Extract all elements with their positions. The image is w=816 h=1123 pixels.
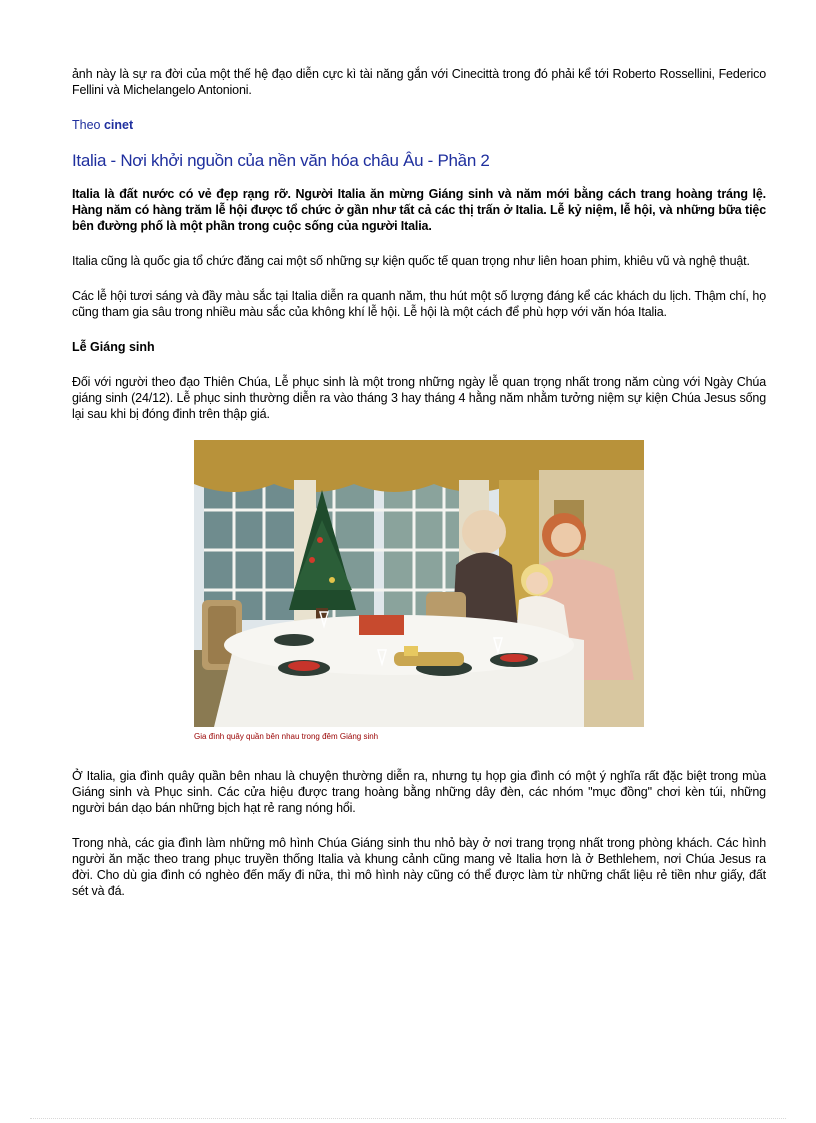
paragraph-family: Ở Italia, gia đình quây quần bên nhau là chuyện thường diễn ra, nhưng tụ họp gia đình có một ý nghĩa rất đặc biệt trong mùa Giáng sinh và Phục sinh. Các cửa hiệu được trang hoàng bằng những dây đèn, các nhóm "mục đồng" chơi kèn túi, những người bán dạo bán những bịch hạt rẻ rang nóng hổi. — [72, 769, 766, 815]
paragraph-events: Italia cũng là quốc gia tổ chức đăng cai một số những sự kiện quốc tế quan trọng như liên hoan phim, khiêu vũ và nghệ thuật. — [72, 254, 750, 268]
christmas-family-photo — [194, 440, 644, 727]
paragraph-nativity: Trong nhà, các gia đình làm những mô hình Chúa Giáng sinh thu nhỏ bày ở nơi trang trọng nhất trong phòng khách. Các hình người ăn mặc theo trang phục truyền thống Italia và khung cảnh cũng mang vẻ Italia hơn là ở Bethlehem, nơi Chúa Jesus ra đời. Cho dù gia đình có nghèo đến mấy đi nữa, thì mô hình này cũng có thể được làm từ những chất liệu rẻ tiền như giấy, đất sét và đá. — [72, 836, 766, 898]
section-heading: Lễ Giáng sinh — [72, 340, 155, 354]
christmas-figure — [194, 440, 644, 742]
article-title: Italia - Nơi khởi nguồn của nền văn hóa châu Âu - Phần 2 — [72, 151, 490, 170]
figure-caption: Gia đình quây quần bên nhau trong đêm Giáng sinh — [194, 732, 379, 741]
lead-paragraph: Italia là đất nước có vẻ đẹp rạng rỡ. Người Italia ăn mừng Giáng sinh và năm mới bằng cách trang hoàng tráng lệ. Hàng năm có hàng trăm lễ hội được tổ chức ở gần như tất cả các thị trấn ở Italia. Lễ kỷ niệm, lễ hội, và những bữa tiệc bên đường phố là một phần trong cuộc sống của người Italia. — [72, 187, 766, 233]
intro-paragraph: ảnh này là sự ra đời của một thế hệ đạo diễn cực kì tài năng gắn với Cinecittà trong đó phải kể tới Roberto Rossellini, Federico Fellini và Michelangelo Antonioni. — [72, 67, 766, 97]
source-prefix: Theo — [72, 118, 101, 132]
source-name: cinet — [103, 118, 134, 132]
page-bottom-rule — [30, 1118, 786, 1119]
paragraph-festivals: Các lễ hội tươi sáng và đầy màu sắc tại Italia diễn ra quanh năm, thu hút một số lượng đáng kể các khách du lịch. Thậm chí, họ cũng tham gia sâu trong nhiều màu sắc của không khí lễ hội. Lễ hội là một cách để phù hợp với văn hóa Italia. — [72, 289, 766, 319]
document-page — [72, 66, 766, 899]
source-line — [72, 117, 766, 133]
paragraph-easter: Đối với người theo đạo Thiên Chúa, Lễ phục sinh là một trong những ngày lễ quan trọng nhất trong năm cùng với Ngày Chúa giáng sinh (24/12). Lễ phục sinh thường diễn ra vào tháng 3 hay tháng 4 hằng năm nhằm tưởng niệm sự kiện Chúa Jesus sống lại sau khi bị đóng đinh trên thập giá. — [72, 375, 766, 421]
